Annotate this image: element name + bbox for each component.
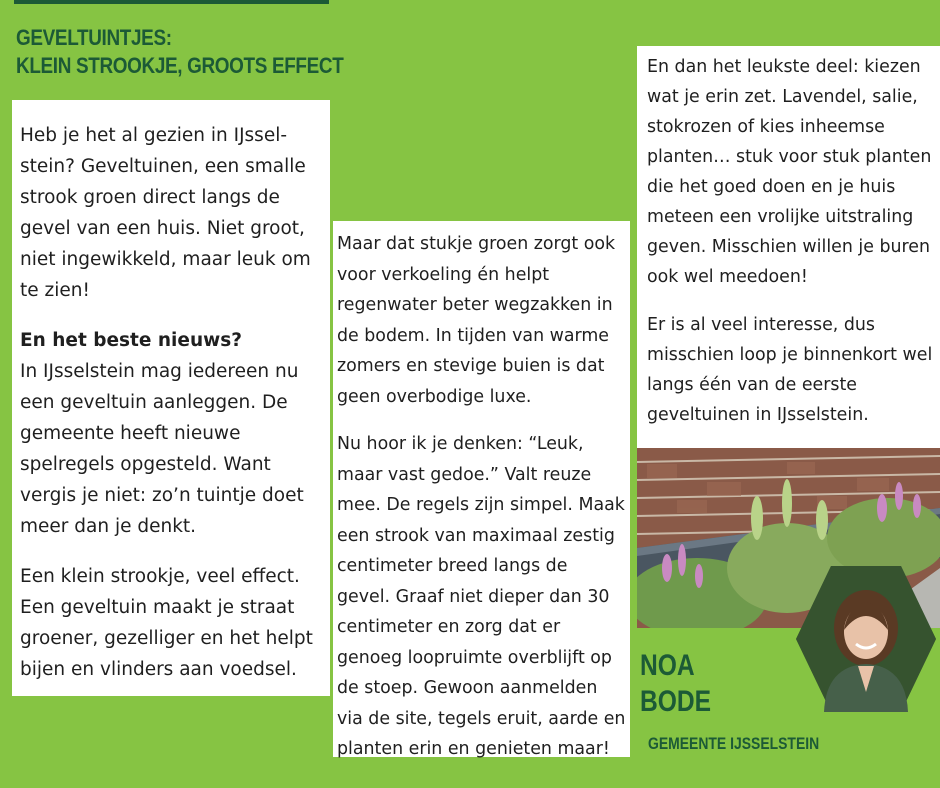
plants-paragraph: En dan het leukste deel: kiezen wat je erin zet. Lavendel, salie, stokrozen of kies inheemse planten… stuk voor stuk planten die het goed doen en je huis meteen een vrolijke uitstraling geven. Misschien willen je buren ook wel meedoen! [647,57,932,287]
effect-paragraph: Een klein strookje, veel effect. Een geveltuin maakt je straat groener, gezelliger en het helpt bijen en vlinders aan voedsel. [20,566,313,680]
author-portrait [796,566,936,712]
subheading: En het beste nieuws? [20,330,242,351]
interest-paragraph: Er is al veel interesse, dus misschien loop je binnenkort wel langs één van de eerste geveltuinen in IJsselstein. [647,315,933,425]
intro-paragraph: Heb je het al gezien in IJssel-stein? Geveltuinen, een smalle strook groen direct langs de gevel van een huis. Niet groot, niet ingewikkeld, maar leuk om te zien! [20,125,311,301]
headline-line-2: KLEIN STROOKJE, GROOTS EFFECT [16,53,344,78]
author-last-name: BODE [640,685,712,718]
text-column-3 [637,46,940,448]
headline-line-1: GEVELTUINTJES: [16,25,172,50]
author-organization: GEMEENTE IJSSELSTEIN [648,734,820,753]
article-headline [16,24,344,80]
text-column-2 [333,221,630,757]
author-name [640,648,711,720]
cooling-paragraph: Maar dat stukje groen zorgt ook voor verkoeling én helpt regenwater beter wegzakken in de bodem. In tijden van warme zomers en stevige buien is dat geen overbodige luxe. [337,234,616,407]
news-paragraph: In IJsselstein mag iedereen nu een geveltuin aanleggen. De gemeente heeft nieuwe spelregels opgesteld. Want vergis je niet: zo’n tuintje doet meer dan je denkt. [20,361,304,537]
top-rule [14,0,329,4]
text-column-1 [12,100,330,696]
author-first-name: NOA [640,649,695,682]
rules-paragraph: Nu hoor ik je denken: “Leuk, maar vast gedoe.” Valt reuze mee. De regels zijn simpel. Maak een strook van maximaal zestig centimeter breed langs de gevel. Graaf niet dieper dan 30 centimeter en zorg dat er genoeg loopruimte overblijft op de stoep. Gewoon aanmelden via de site, tegels eruit, aarde en planten erin en genieten maar! [337,434,626,759]
